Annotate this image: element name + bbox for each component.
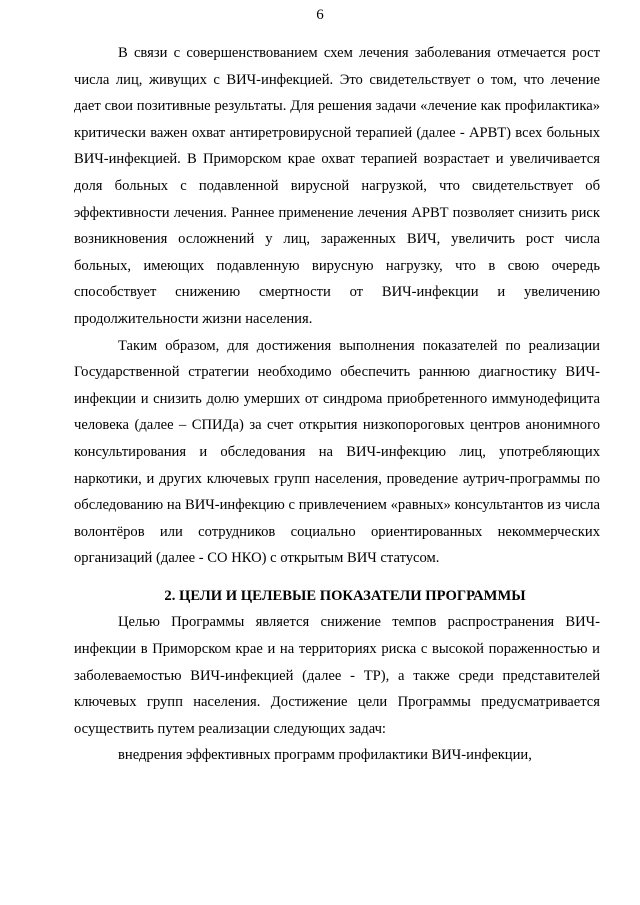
- page-body: [74, 40, 600, 769]
- section-heading: 2. ЦЕЛИ И ЦЕЛЕВЫЕ ПОКАЗАТЕЛИ ПРОГРАММЫ: [164, 587, 526, 604]
- paragraph-treatment: В связи с совершенствованием схем лечения заболевания отмечается рост числа лиц, живущих с ВИЧ-инфекцией. Это свидетельствует о том, что лечение дает свои позитивные результаты. Для решения задачи «лечение как профилактика» критически важен охват антиретровирусной терапией (далее - АРВТ) всех больных ВИЧ-инфекцией. В Приморском крае охват терапией возрастает и увеличивается доля больных с подавленной вирусной нагрузкой, что свидетельствует об эффективности лечения. Раннее применение лечения АРВТ позволяет снизить риск возникновения осложнений у лиц, зараженных ВИЧ, увеличить рост числа больных, имеющих подавленную вирусную нагрузку, что в свою очередь способствует снижению смертности от ВИЧ-инфекции и увеличению продолжительности жизни населения.: [74, 45, 600, 327]
- paragraph-goal: Целью Программы является снижение темпов распространения ВИЧ-инфекции в Приморском крае и на территориях риска с высокой пораженностью и заболеваемостью ВИЧ-инфекцией (далее - ТР), а также среди представителей ключевых групп населения. Достижение цели Программы предусматривается осуществить путем реализации следующих задач:: [74, 614, 600, 737]
- paragraph-tasks-start: внедрения эффективных программ профилактики ВИЧ-инфекции,: [118, 747, 532, 764]
- section-gap: [74, 572, 600, 583]
- page-number: 6: [316, 7, 324, 23]
- paragraph-strategy: Таким образом, для достижения выполнения показателей по реализации Государственной стратегии необходимо обеспечить раннюю диагностику ВИЧ-инфекции и снизить долю умерших от синдрома приобретенного иммунодефицита человека (далее – СПИДа) за счет открытия низкопороговых центров анонимного консультирования и обследования на ВИЧ-инфекцию лиц, употребляющих наркотики, и других ключевых групп населения, проведение аутрич-программы по обследованию на ВИЧ-инфекцию с привлечением «равных» консультантов из числа волонтёров или сотрудников социально ориентированных некоммерческих организаций (далее - СО НКО) с открытым ВИЧ статусом.: [74, 337, 600, 567]
